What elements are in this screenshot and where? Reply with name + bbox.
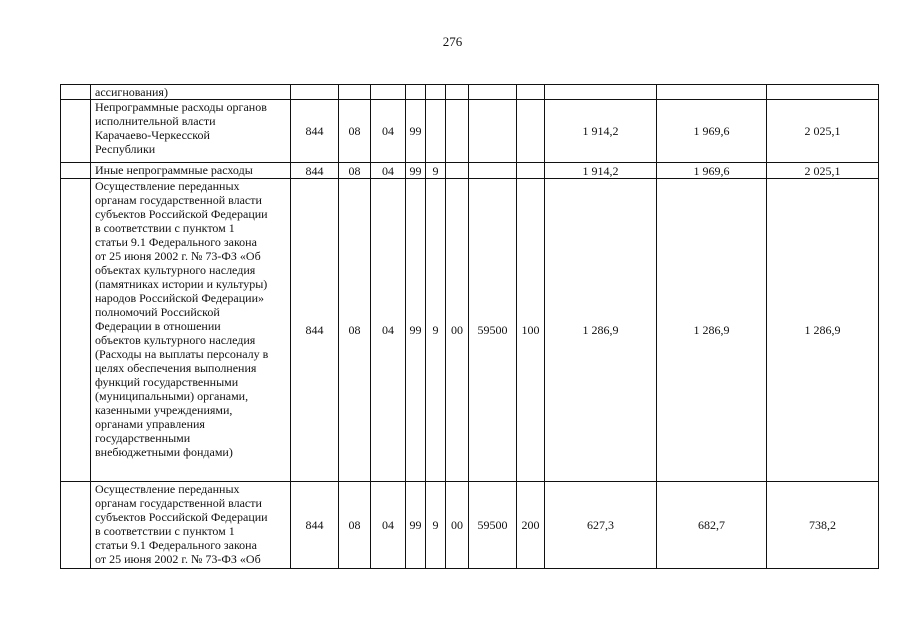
ministry-code: 844 — [291, 100, 339, 163]
page-number: 276 — [442, 34, 463, 49]
ministry-code: 844 — [291, 163, 339, 179]
ministry-code — [291, 85, 339, 100]
subprogram-code — [426, 100, 446, 163]
description-cell — [91, 163, 291, 179]
description-line: функций государственными — [95, 375, 239, 389]
amount-year1: 1 914,2 — [545, 163, 657, 179]
description-line: субъектов Российской Федерации — [95, 510, 268, 524]
section-code: 08 — [339, 179, 371, 482]
target-code: 59500 — [469, 179, 517, 482]
amount-year1: 1 914,2 — [545, 100, 657, 163]
target-code — [469, 100, 517, 163]
description-line: в соответствии с пунктом 1 — [95, 221, 235, 235]
amount-year1: 1 286,9 — [545, 179, 657, 482]
expense-type-code — [517, 85, 545, 100]
section-code: 08 — [339, 100, 371, 163]
section-code — [339, 85, 371, 100]
amount-year3: 2 025,1 — [767, 163, 879, 179]
program-code: 99 — [406, 179, 426, 482]
subprogram-code: 9 — [426, 482, 446, 569]
description-line: органам государственной власти — [95, 193, 262, 207]
expense-type-code — [517, 100, 545, 163]
ministry-code: 844 — [291, 179, 339, 482]
target-code — [469, 163, 517, 179]
amount-year2 — [657, 85, 767, 100]
description-cell — [91, 482, 291, 569]
direction-code: 00 — [446, 179, 469, 482]
program-code: 99 — [406, 163, 426, 179]
direction-code — [446, 85, 469, 100]
description-line: Осуществление переданных — [95, 482, 240, 496]
ministry-code: 844 — [291, 482, 339, 569]
amount-year3 — [767, 85, 879, 100]
budget-table — [60, 84, 879, 569]
amount-year2: 1 286,9 — [657, 179, 767, 482]
amount-year1 — [545, 85, 657, 100]
description-cell — [91, 85, 291, 100]
amount-year3: 738,2 — [767, 482, 879, 569]
description-line: Республики — [95, 142, 156, 156]
amount-year2: 1 969,6 — [657, 163, 767, 179]
subsection-code: 04 — [371, 163, 406, 179]
section-code: 08 — [339, 163, 371, 179]
description-line: (памятниках истории и культуры) — [95, 277, 268, 291]
subprogram-code — [426, 85, 446, 100]
description-line: Карачаево-Черкесской — [95, 128, 210, 142]
description-line: государственными — [95, 431, 191, 445]
subsection-code — [371, 85, 406, 100]
program-code: 99 — [406, 482, 426, 569]
direction-code — [446, 163, 469, 179]
subsection-code: 04 — [371, 482, 406, 569]
table-body — [61, 85, 879, 569]
description-line: статьи 9.1 Федерального закона — [95, 235, 257, 249]
description-line: от 25 июня 2002 г. № 73-ФЗ «Об — [95, 552, 261, 566]
description-line: статьи 9.1 Федерального закона — [95, 538, 257, 552]
description-line: Непрограммные расходы органов — [95, 100, 267, 114]
description-line: субъектов Российской Федерации — [95, 207, 268, 221]
direction-code: 00 — [446, 482, 469, 569]
row-number-cell — [61, 163, 91, 179]
amount-year2: 1 969,6 — [657, 100, 767, 163]
row-number-cell — [61, 100, 91, 163]
expense-type-code — [517, 163, 545, 179]
target-code — [469, 85, 517, 100]
description-line: казенными учреждениями, — [95, 403, 233, 417]
row-number-cell — [61, 85, 91, 100]
program-code — [406, 85, 426, 100]
table-row — [61, 179, 879, 482]
table-row — [61, 100, 879, 163]
subprogram-code: 9 — [426, 163, 446, 179]
amount-year1: 627,3 — [545, 482, 657, 569]
description-line: органам государственной власти — [95, 496, 262, 510]
subsection-code: 04 — [371, 179, 406, 482]
table-row — [61, 482, 879, 569]
description-line: объектов культурного наследия — [95, 333, 256, 347]
description-line: (Расходы на выплаты персоналу в — [95, 347, 269, 361]
table-row — [61, 163, 879, 179]
amount-year3: 1 286,9 — [767, 179, 879, 482]
description-line: от 25 июня 2002 г. № 73-ФЗ «Об — [95, 249, 261, 263]
amount-year2: 682,7 — [657, 482, 767, 569]
description-line: народов Российской Федерации» — [95, 291, 264, 305]
description-line: ассигнования) — [95, 85, 168, 99]
description-line: в соответствии с пунктом 1 — [95, 524, 235, 538]
description-line: Иные непрограммные расходы — [95, 163, 253, 177]
expense-type-code: 200 — [517, 482, 545, 569]
row-number-cell — [61, 482, 91, 569]
description-cell — [91, 100, 291, 163]
table-row — [61, 85, 879, 100]
description-line: (муниципальными) органами, — [95, 389, 249, 403]
expense-type-code: 100 — [517, 179, 545, 482]
description-line: объектах культурного наследия — [95, 263, 256, 277]
description-line: органами управления — [95, 417, 205, 431]
description-line: полномочий Российской — [95, 305, 220, 319]
section-code: 08 — [339, 482, 371, 569]
amount-year3: 2 025,1 — [767, 100, 879, 163]
description-line: Осуществление переданных — [95, 179, 240, 193]
subprogram-code: 9 — [426, 179, 446, 482]
target-code: 59500 — [469, 482, 517, 569]
description-line: целях обеспечения выполнения — [95, 361, 257, 375]
program-code: 99 — [406, 100, 426, 163]
description-line: Федерации в отношении — [95, 319, 221, 333]
subsection-code: 04 — [371, 100, 406, 163]
direction-code — [446, 100, 469, 163]
description-line: внебюджетными фондами) — [95, 445, 233, 459]
description-cell — [91, 179, 291, 482]
description-line: исполнительной власти — [95, 114, 216, 128]
row-number-cell — [61, 179, 91, 482]
